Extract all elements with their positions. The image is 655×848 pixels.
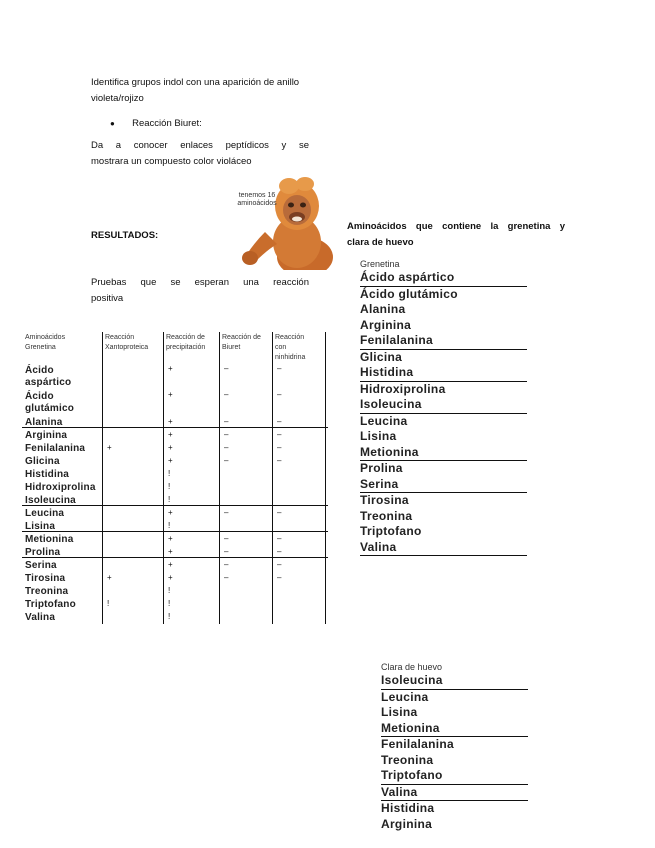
table-header-4 [275, 333, 305, 363]
table-header-line: ninhidrina [275, 354, 306, 361]
list-item: Treonina [381, 752, 434, 767]
list-item: Fenilalanina [381, 737, 454, 751]
table-cell-c2: + [168, 573, 173, 582]
table-cell-c4: – [277, 560, 282, 569]
bullet-label: Reacción Biuret: [132, 118, 202, 129]
list-item: Arginina [381, 816, 433, 831]
table-cell-c2: + [168, 364, 173, 373]
table-row-name: Histidina [25, 469, 70, 480]
table-cell-c2: ! [168, 469, 171, 478]
table-cell-c3: – [224, 573, 229, 582]
list-item: Alanina [360, 302, 406, 316]
table-row-name: Tirosina [25, 573, 66, 584]
table-cell-c2: + [168, 508, 173, 517]
table-cell-c2: ! [168, 482, 171, 491]
table-row-name: Metionina [25, 534, 74, 545]
list-item: Serina [360, 477, 527, 494]
table-header-line: precipitación [166, 344, 206, 351]
table-row-name: Treonina [25, 586, 69, 597]
table-row-name: Valina [25, 612, 56, 623]
table-cell-c4: – [277, 430, 282, 439]
table-cell-c4: – [277, 456, 282, 465]
table-row-name: Glicina [25, 456, 60, 467]
table-cell-c2: + [168, 430, 173, 439]
table-cell-c1: + [107, 443, 112, 452]
list-item: Hidroxiprolina [360, 381, 446, 396]
bullet-item [110, 116, 202, 132]
list-item: Treonina [360, 508, 413, 523]
table-cell-c3: – [224, 508, 229, 517]
table-row-name: Lisina [25, 521, 56, 532]
list-item: Glicina [360, 349, 403, 364]
table-cell-c2: ! [168, 521, 171, 530]
list-item: Metionina [360, 445, 527, 462]
list-item: Fenilalanina [360, 333, 527, 350]
list-item: Triptofano [360, 524, 422, 538]
right-heading-line1: Aminoácidos que contiene la grenetina y [347, 221, 565, 232]
table-row-name: Alanina [25, 417, 63, 428]
table-header-line: Grenetina [25, 344, 56, 351]
clara-list [381, 662, 528, 832]
table-cell-c3: – [224, 443, 229, 452]
table-header-line: Biuret [222, 344, 241, 351]
list-item: Lisina [381, 705, 418, 719]
table-header-line: Aminoácidos [25, 334, 66, 341]
list-item: Isoleucina [381, 673, 528, 690]
table-cell-c4: – [277, 534, 282, 543]
table-cell-c4: – [277, 547, 282, 556]
table-header-line: Reacción de [166, 334, 205, 341]
table-row-name: Fenilalanina [25, 443, 86, 454]
list-item: Ácido glutámico [360, 286, 458, 301]
table-cell-c3: – [224, 390, 229, 399]
image-caption: tenemos 16 aminoácidos [237, 192, 277, 207]
list-item: Histidina [360, 365, 527, 382]
table-cell-c4: – [277, 443, 282, 452]
table-header-line: Reacción de [222, 334, 261, 341]
table-cell-c2: + [168, 456, 173, 465]
table-cell-c4: – [277, 364, 282, 373]
resultados-title: RESULTADOS: [91, 230, 159, 241]
table-row-name: Arginina [25, 430, 68, 441]
table-row-name: Ácido aspártico [25, 365, 72, 388]
right-heading-line2: clara de huevo [347, 237, 414, 248]
table-cell-c3: – [224, 534, 229, 543]
table-header-line: Reacción [275, 334, 305, 341]
list-item: Histidina [381, 801, 435, 815]
table-header-2 [166, 333, 205, 353]
table-cell-c4: – [277, 417, 282, 426]
pruebas-line2: positiva [91, 293, 124, 304]
table-cell-c2: + [168, 390, 173, 399]
table-cell-c2: + [168, 417, 173, 426]
table-cell-c1: ! [107, 599, 110, 608]
table-cell-c2: ! [168, 495, 171, 504]
table-header-line: Xantoproteica [105, 344, 149, 351]
list-item: Valina [381, 785, 528, 802]
table-cell-c3: – [224, 456, 229, 465]
list-item: Isoleucina [360, 397, 527, 414]
table-row-name: Triptofano [25, 599, 76, 610]
table-cell-c2: ! [168, 612, 171, 621]
orangutan-image [225, 172, 333, 270]
bullet-dot: ● [110, 119, 115, 128]
table-cell-c2: ! [168, 586, 171, 595]
table-row-name: Ácido glutámico [25, 391, 75, 414]
table-header-0 [25, 333, 65, 353]
table-row-name: Serina [25, 560, 57, 571]
list-item: Triptofano [381, 768, 528, 785]
clara-list-title: Clara de huevo [381, 662, 443, 672]
intro-paragraph: Identifica grupos indol con una aparición de anillo violeta/rojizo [91, 77, 300, 104]
table-header-line: Reacción [105, 334, 135, 341]
table-cell-c2: ! [168, 599, 171, 608]
grenetina-list-title: Grenetina [360, 259, 400, 269]
table-header-3 [222, 333, 261, 353]
list-item: Leucina [381, 689, 429, 704]
table-header-line: con [275, 344, 287, 351]
list-item: Ácido aspártico [360, 270, 527, 287]
table-cell-c3: – [224, 547, 229, 556]
list-item: Tirosina [360, 493, 409, 507]
table-cell-c2: + [168, 547, 173, 556]
table-cell-c2: + [168, 534, 173, 543]
table-header-1 [105, 333, 148, 353]
list-item: Prolina [360, 461, 403, 475]
table-cell-c3: – [224, 560, 229, 569]
table-cell-c1: + [107, 573, 112, 582]
list-item: Valina [360, 540, 527, 557]
table-row-name: Prolina [25, 547, 61, 558]
table-cell-c4: – [277, 508, 282, 517]
table-cell-c2: + [168, 443, 173, 452]
biuret-desc-line2: mostrara un compuesto color violáceo [91, 156, 252, 167]
list-item: Arginina [360, 317, 412, 332]
list-item: Lisina [360, 429, 397, 443]
list-item: Metionina [381, 721, 528, 738]
table-cell-c4: – [277, 390, 282, 399]
table-row-name: Leucina [25, 508, 65, 519]
table-cell-c4: – [277, 573, 282, 582]
table-cell-c3: – [224, 417, 229, 426]
pruebas-line1: Pruebas que se esperan una reacción [91, 277, 309, 288]
table-cell-c3: – [224, 430, 229, 439]
table-row-name: Isoleucina [25, 495, 76, 506]
table-cell-c3: – [224, 364, 229, 373]
grenetina-list [360, 259, 527, 556]
table-row-name: Hidroxiprolina [25, 482, 96, 493]
biuret-desc-line1: Da a conocer enlaces peptídicos y se [91, 140, 309, 151]
list-item: Leucina [360, 413, 408, 428]
table-cell-c2: + [168, 560, 173, 569]
